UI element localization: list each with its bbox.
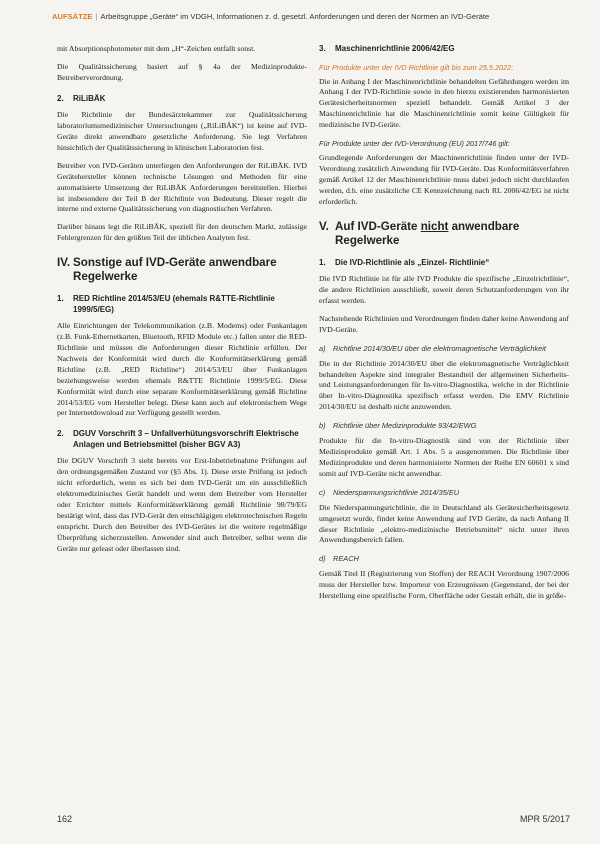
paragraph: Die in der Richtlinie 2014/30/EU über die elektromagnetische Verträglichkeit behandelten Aspekte sind integraler Bestandteil der allgemeinen Sicherheits- und Leistungsanforderungen für In-vitro-Diagnostika, welche in der Richtlinie über In-vitro-Diagnostika spezifisch erfasst werden. Die EMV Richtlinie 2014/30/EU ist deshalb nicht anzuwenden. — [319, 358, 569, 412]
subheading: Für Produkte unter der IVD-Verordnung (EU) 2017/746 gilt: — [319, 139, 510, 149]
subsection-heading-b: b) Richtlinie über Medizinprodukte 93/42/EWG — [319, 421, 477, 431]
paragraph: Die DGUV Vorschrift 3 sieht bereits vor Erst-Inbetriebnahme Prüfungen auf den ordnungsgemäßen Zustand vor (§5 Abs. 1). Diese erste Prüfung ist jedoch nicht erforderlich, wenn es sich bei dem IVD-Gerät um ein ausschließlich elektromedizinisches Gerät handelt und wenn dem Betreiber vom Hersteller oder Errichter mittels Konformitätserklärung gemäß Richtlinie 98/79/EG bestätigt wird, dass das IVD-Gerät den einschlägigen elektrotechnischen Regeln entspricht. Durch den Betreiber des IVD-Gerätes ist die weitere regelmäßige Überprüfung sicherzustellen. Anwender sind auch Betreiber, selbst wenn die Geräte nur geleast oder überlassen sind. — [57, 456, 307, 553]
section-heading-einzelrichtlinie: 1. Die IVD-Richtlinie als „Einzel- Richtlinie“ — [319, 257, 490, 267]
header-section: AUFSÄTZE — [52, 12, 93, 21]
paragraph: Die in Anhang I der Maschinenrichtlinie behandelten Gefährdungen werden im Anhang I der IVD-Richtlinie sowie in den hierzu existierenden harmonisierten Gerätesicherheitsnormen speziell behandelt. Gemäß Artikel 3 der Maschinenrichtlinie hat die Maschinenrichtlinie somit keine Gültigkeit für medizinische IVD-Geräte. — [319, 76, 569, 130]
subheading: Für Produkte unter der IVD Richtlinie gilt bis zum 25.5.2022: — [319, 62, 514, 72]
paragraph: Gemäß Titel II (Registrierung von Stoffen) der REACH Verordnung 1907/2006 muss der Hersteller bzw. Importeur von Erzeugnissen (Gegenstand, der bei der Herstellung eine spezifische Form, Oberfläche oder Gestalt erhält, die in größe- — [319, 569, 569, 601]
paragraph: Nachstehende Richtlinien und Verordnungen finden daher keine Anwendung auf IVD-Geräte. — [319, 313, 569, 334]
subsection-heading-a: a) Richtline 2014/30/EU über die elektromagnetische Verträglichkeit — [319, 343, 546, 353]
right-column — [319, 44, 569, 609]
subsection-heading-d: d) REACH — [319, 554, 359, 564]
paragraph: mit Absorptionsphotometer mit dem „H“-Zeichen entfallt sonst. — [57, 44, 256, 53]
paragraph: Grundlegende Anforderungen der Maschinenrichtlinie finden unter der IVD-Verordnung zusätzlich Anwendung für IVD-Geräte. Das Konformitätsverfahren gemäß Artikel 12 der Maschinenrichtlinie muss dabei jedoch nicht durchlaufen werden, d.h. eine zusätzliche CE Kennzeichnung nach RL 2006/42/EG ist nicht erforderlich. — [319, 153, 569, 206]
paragraph: Alle Einrichtungen der Telekommunikation (z.B. Modems) oder Funkanlagen (z.B. Funk-Ethernetkarten, Bluetooth, RFID Module etc.) fallen unter die RED-Richtlinie und müssen die Anforderungen dieser Richtlinie erfüllen. Der Nachweis der Konformität wird durch die Konformitätserklärung gemäß Richtline (z.B. „RED Richtline“) 2014/53/EU über Funkanlagen beziehungsweise werden ehemals R&TTE Richtlinie 1999/5/EG. Diese Konformität wird durch eine separate Konformitätserklärung gemäß Richtline 2014/53/EG vom Hersteller belegt. Diese kann auch auf elektronischem Wege per Internetdownload zur Verfügung gestellt werden. — [57, 321, 307, 418]
paragraph: Die IVD Richtlinie ist für alle IVD Produkte die spezifische „Einzelrichtlinie“, die andere Richtlinien ausschließt, soweit deren Schutzanforderungen von ihr erfasst werden. — [319, 274, 569, 305]
paragraph: Produkte für die In-vitro-Diagnostik sind von der Richtlinie über Medizinprodukte gemäß Art. 1 Abs. 5 a ausgenommen. Die Richtlinie über Medizinprodukte und deren harmonisierte Normen der Reihe EN 60601 x sind somit auf IVD-Geräte nicht anwendbar. — [319, 436, 569, 478]
section-heading-maschinenrichtlinie: 3. Maschinenrichtlinie 2006/42/EG — [319, 44, 455, 53]
chapter-heading-v: V. Auf IVD-Geräte nicht anwendbare Regelwerke — [319, 219, 520, 247]
subsection-heading-c: c) Niederspannungsrichtlinie 2014/35/EU — [319, 487, 460, 497]
journal-issue: MPR 5/2017 — [519, 814, 570, 824]
paragraph: Die Qualitätssicherung basiert auf § 4a der Medizinprodukte-Betreiberverordnung. — [57, 61, 307, 82]
section-heading-dguv: 2. DGUV Vorschrift 3 – Unfallverhütungsvorschrift Elektrische Anlagen und Betriebsmittel (bisher BGV A3) — [57, 429, 299, 449]
page-number: 162 — [57, 814, 73, 824]
paragraph: Betreiber von IVD-Geräten unterliegen den Anforderungen der RiLiBÄK. IVD Gerätehersteller können technische Lösungen und Methoden für eine automatisierte Umsetzung der RiLiBÄK Anforderungen bereitstellen. Hierbei ist insbesondere der Teil B der Richtlinie von Bedeutung. Dieser regelt die interne und externe Qualitätssicherung von diagnostischen Verfahren. — [57, 160, 307, 214]
section-heading-red: 1. RED Richtline 2014/53/EU (ehemals R&TTE-Richtlinie 1999/5/EG) — [57, 294, 275, 314]
paragraph: Darüber hinaus legt die RiLiBÄK, speziell für den deutschen Markt, zulässige Fehlergrenzen für den größten Teil der üblichen Analyten fest. — [57, 222, 307, 243]
section-heading-rilibak: 2. RiLiBÄK — [57, 93, 106, 103]
paragraph: Die Richtlinie der Bundesärztekammer zur Qualitätssicherung laboratoriumsmedizinischer Untersuchungen („RiLiBÄK“) ist keine auf IVD-Geräte direkt anwendbare gesetzliche Anforderung. Sie legt Verfahren hinsichtlich der Qualitätssicherung in klinischen Laboratorien fest. — [57, 110, 307, 152]
left-column — [57, 44, 307, 562]
chapter-heading-iv: IV. Sonstige auf IVD-Geräte anwendbare Regelwerke — [57, 256, 277, 284]
paragraph: Die Niederspannungsrichtlinie, die in Deutschland als Gerätesicherheitsgesetz umgesetzt wurde, findet keine Anwendung auf IVD Geräte, da nach Anhang II dieser Richtlinie „elektro-medizinische Betriebsmittel“ nicht unter ihren Anwendungsbereich fallen. — [319, 502, 569, 545]
running-header — [52, 12, 572, 21]
header-title: Arbeitsgruppe „Geräte“ im VDGH, Informationen z. d. gesetzl. Anforderungen und deren der Normen an IVD-Geräte — [100, 12, 490, 21]
header-separator: | — [95, 12, 98, 21]
